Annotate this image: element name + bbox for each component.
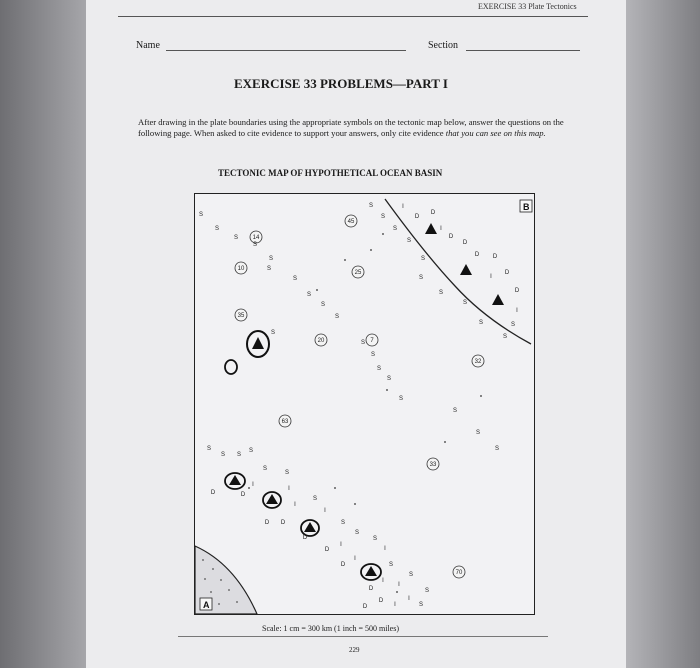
background-right — [626, 0, 700, 668]
eq-symbol: S — [198, 212, 204, 218]
age-label: 70 — [455, 570, 463, 576]
eq-symbol: S — [510, 322, 516, 328]
background-left — [0, 0, 86, 668]
eq-symbol: D — [448, 234, 454, 240]
eq-symbol: S — [475, 430, 481, 436]
eq-symbol: D — [324, 547, 330, 553]
volcano-triangle — [460, 264, 472, 275]
age-label: 20 — [317, 338, 325, 344]
volcanic-islands — [225, 223, 504, 580]
label-b: B — [523, 202, 530, 212]
eq-symbol: D — [210, 490, 216, 496]
eq-symbol: S — [284, 470, 290, 476]
eq-symbol: S — [392, 226, 398, 232]
eq-symbol: S — [248, 448, 254, 454]
eq-symbol: D — [240, 492, 246, 498]
eq-symbol: I — [382, 578, 384, 584]
eq-symbol: S — [252, 242, 258, 248]
name-label: Name — [136, 40, 160, 51]
tectonic-map — [194, 193, 535, 615]
earthquake-foci — [199, 203, 520, 610]
eq-symbol: S — [270, 330, 276, 336]
age-label: 35 — [237, 313, 245, 319]
eq-symbol: I — [324, 508, 326, 514]
eq-symbol: I — [354, 556, 356, 562]
age-label: 45 — [347, 219, 355, 225]
instructions — [138, 117, 588, 139]
eq-symbol: S — [418, 602, 424, 608]
eq-symbol: S — [408, 572, 414, 578]
extinct-volcano-ring — [225, 360, 237, 374]
eq-symbol: S — [420, 256, 426, 262]
label-a: A — [203, 600, 210, 610]
eq-symbol: D — [474, 252, 480, 258]
eq-symbol: I — [252, 482, 254, 488]
eq-symbol: D — [514, 288, 520, 294]
eq-symbol: I — [384, 546, 386, 552]
eq-symbol: S — [386, 376, 392, 382]
eq-symbol: D — [492, 254, 498, 260]
eq-symbol: S — [368, 203, 374, 209]
eq-symbol: D — [462, 240, 468, 246]
tectonic-map-canvas — [195, 194, 534, 614]
age-label: 25 — [354, 270, 362, 276]
eq-symbol: S — [214, 226, 220, 232]
eq-symbol: S — [388, 562, 394, 568]
eq-symbol: I — [490, 274, 492, 280]
page-number: 229 — [349, 646, 360, 654]
eq-symbol: D — [280, 520, 286, 526]
eq-symbol: S — [233, 235, 239, 241]
eq-symbol: S — [306, 292, 312, 298]
section-line[interactable] — [466, 50, 580, 51]
eq-symbol: S — [292, 276, 298, 282]
age-label: 63 — [281, 419, 289, 425]
age-label: 33 — [429, 462, 437, 468]
eq-symbol: S — [360, 340, 366, 346]
eq-symbol: D — [430, 210, 436, 216]
eq-symbol: S — [380, 214, 386, 220]
volcano-triangle — [492, 294, 504, 305]
eq-symbol: I — [288, 486, 290, 492]
volcano-triangle — [266, 494, 278, 504]
running-header: EXERCISE 33 Plate Tectonics — [478, 2, 577, 11]
eq-symbol: S — [206, 446, 212, 452]
volcano-triangle — [425, 223, 437, 234]
section-label: Section — [428, 40, 458, 51]
exercise-title: EXERCISE 33 PROBLEMS—PART I — [234, 76, 448, 91]
eq-symbol: S — [236, 452, 242, 458]
eq-symbol: I — [398, 582, 400, 588]
eq-symbol: I — [402, 204, 404, 210]
age-label: 14 — [252, 235, 260, 241]
name-line[interactable] — [166, 50, 406, 51]
eq-symbol: S — [452, 408, 458, 414]
scale-rule — [178, 636, 548, 637]
map-title: TECTONIC MAP OF HYPOTHETICAL OCEAN BASIN — [218, 168, 443, 178]
eq-symbol: S — [438, 290, 444, 296]
eq-symbol: S — [398, 396, 404, 402]
eq-symbol: I — [340, 542, 342, 548]
eq-symbol: S — [462, 300, 468, 306]
eq-symbol: S — [418, 275, 424, 281]
eq-symbol: S — [478, 320, 484, 326]
map-scale: Scale: 1 cm = 300 km (1 inch = 500 miles) — [262, 624, 399, 633]
eq-symbol: I — [394, 602, 396, 608]
eq-symbol: S — [268, 256, 274, 262]
eq-symbol: D — [368, 586, 374, 592]
eq-symbol: S — [406, 238, 412, 244]
eq-symbol: D — [302, 535, 308, 541]
eq-symbol: D — [264, 520, 270, 526]
eq-symbol: S — [372, 536, 378, 542]
eq-symbol: S — [334, 314, 340, 320]
volcano-triangle — [304, 522, 316, 532]
age-circles — [235, 215, 484, 578]
eq-symbol: D — [414, 214, 420, 220]
age-label: 32 — [474, 359, 482, 365]
age-label: 10 — [237, 266, 245, 272]
eq-symbol: D — [378, 598, 384, 604]
eq-symbol: S — [340, 520, 346, 526]
eq-symbol: D — [362, 604, 368, 610]
eq-symbol: S — [502, 334, 508, 340]
header-rule — [118, 16, 588, 17]
volcano-triangle — [252, 337, 264, 349]
eq-symbol: S — [262, 466, 268, 472]
eq-symbol: S — [376, 366, 382, 372]
eq-symbol: S — [220, 452, 226, 458]
eq-symbol: S — [494, 446, 500, 452]
instructions-text: After drawing in the plate boundaries using the appropriate symbols on the tectonic map below, answer the questions on the following page. When asked to cite evidence to support your answers, only cite evidence — [138, 117, 564, 138]
eq-symbol: S — [354, 530, 360, 536]
eq-symbol: S — [320, 302, 326, 308]
eq-symbol: S — [266, 266, 272, 272]
eq-symbol: S — [312, 496, 318, 502]
epicenter-dots — [248, 233, 482, 593]
instructions-emphasis: that you can see on this map. — [445, 128, 546, 138]
volcano-triangle — [229, 475, 241, 485]
eq-symbol: I — [516, 308, 518, 314]
volcano-triangle — [365, 566, 377, 576]
eq-symbol: I — [440, 226, 442, 232]
eq-symbol: D — [340, 562, 346, 568]
eq-symbol: I — [294, 502, 296, 508]
eq-symbol: D — [504, 270, 510, 276]
eq-symbol: I — [408, 596, 410, 602]
age-label: 7 — [370, 338, 374, 344]
eq-symbol: S — [370, 352, 376, 358]
eq-symbol: S — [424, 588, 430, 594]
